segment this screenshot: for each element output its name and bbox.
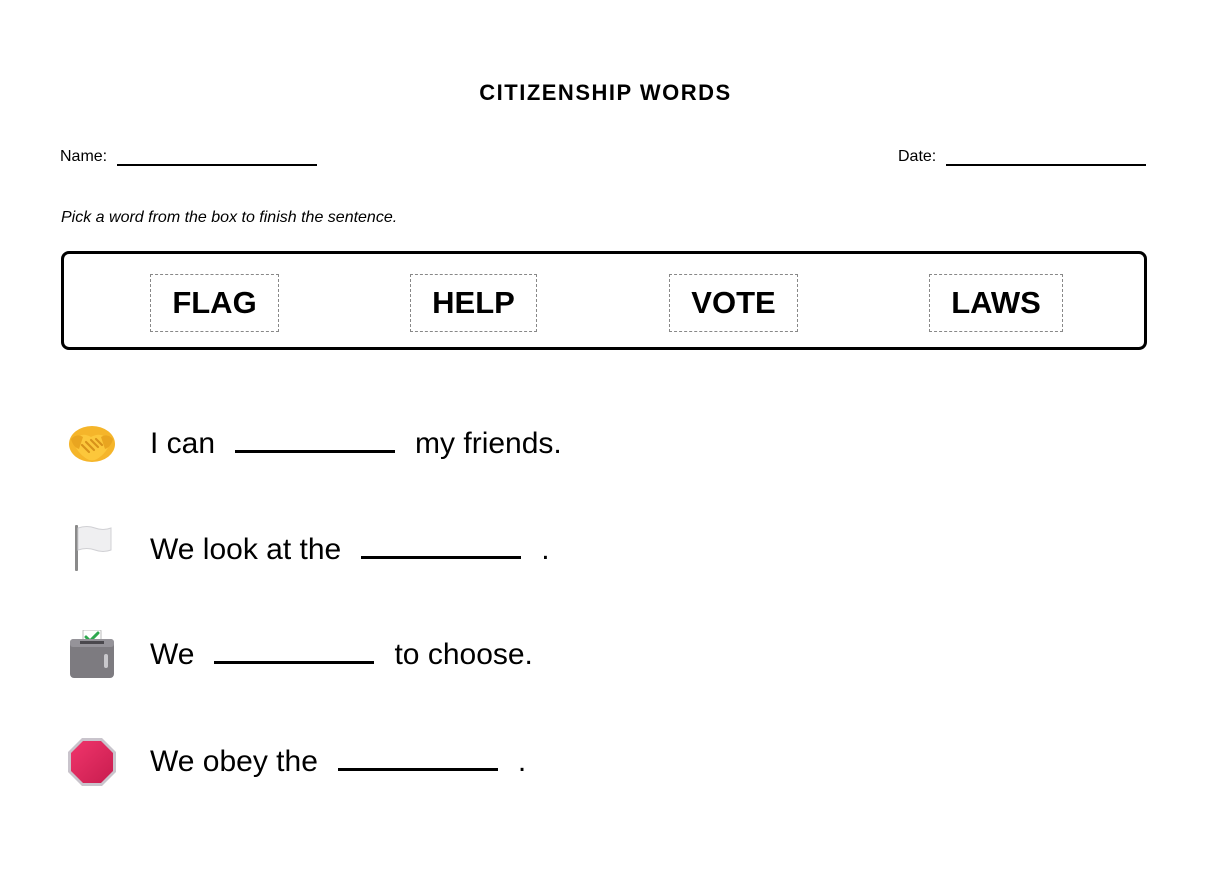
sentence-4	[0, 737, 1211, 797]
word-chip-help: HELP	[410, 274, 537, 332]
sentence-1-blank[interactable]	[235, 436, 395, 453]
sentence-2-text	[150, 533, 550, 567]
sentence-4-blank[interactable]	[338, 754, 498, 771]
sentence-2-before: We look at the	[150, 533, 342, 566]
sentence-2	[0, 525, 1211, 585]
sentence-4-text	[150, 745, 526, 779]
sentence-1	[0, 419, 1211, 479]
white-flag-icon	[67, 525, 117, 575]
page-title: CITIZENSHIP WORDS	[479, 80, 732, 105]
date-field	[898, 148, 1146, 166]
stop-sign-icon	[67, 737, 117, 787]
word-chip-laws: LAWS	[929, 274, 1063, 332]
sentence-3-blank[interactable]	[214, 647, 374, 664]
sentence-4-after: .	[517, 745, 527, 778]
name-field	[60, 148, 317, 166]
sentence-2-blank[interactable]	[361, 542, 521, 559]
date-label: Date:	[898, 148, 937, 165]
handshake-icon	[67, 419, 117, 469]
sentence-3-text	[150, 638, 533, 672]
sentence-1-text	[150, 427, 562, 461]
instructions: Pick a word from the box to finish the sentence.	[61, 209, 398, 226]
date-input-line[interactable]	[946, 150, 1146, 166]
word-chip-flag: FLAG	[150, 274, 279, 332]
sentence-1-after: my friends.	[415, 427, 562, 460]
ballot-box-icon	[67, 630, 117, 680]
sentence-4-before: We obey the	[150, 745, 318, 778]
sentence-3-before: We	[150, 638, 195, 671]
sentence-3	[0, 630, 1211, 690]
name-input-line[interactable]	[117, 150, 317, 166]
word-chip-vote: VOTE	[669, 274, 798, 332]
word-bank	[61, 251, 1147, 350]
sentence-3-after: to choose.	[394, 638, 533, 671]
sentence-1-before: I can	[150, 427, 216, 460]
sentence-2-after: .	[541, 533, 550, 566]
name-label: Name:	[60, 148, 108, 165]
